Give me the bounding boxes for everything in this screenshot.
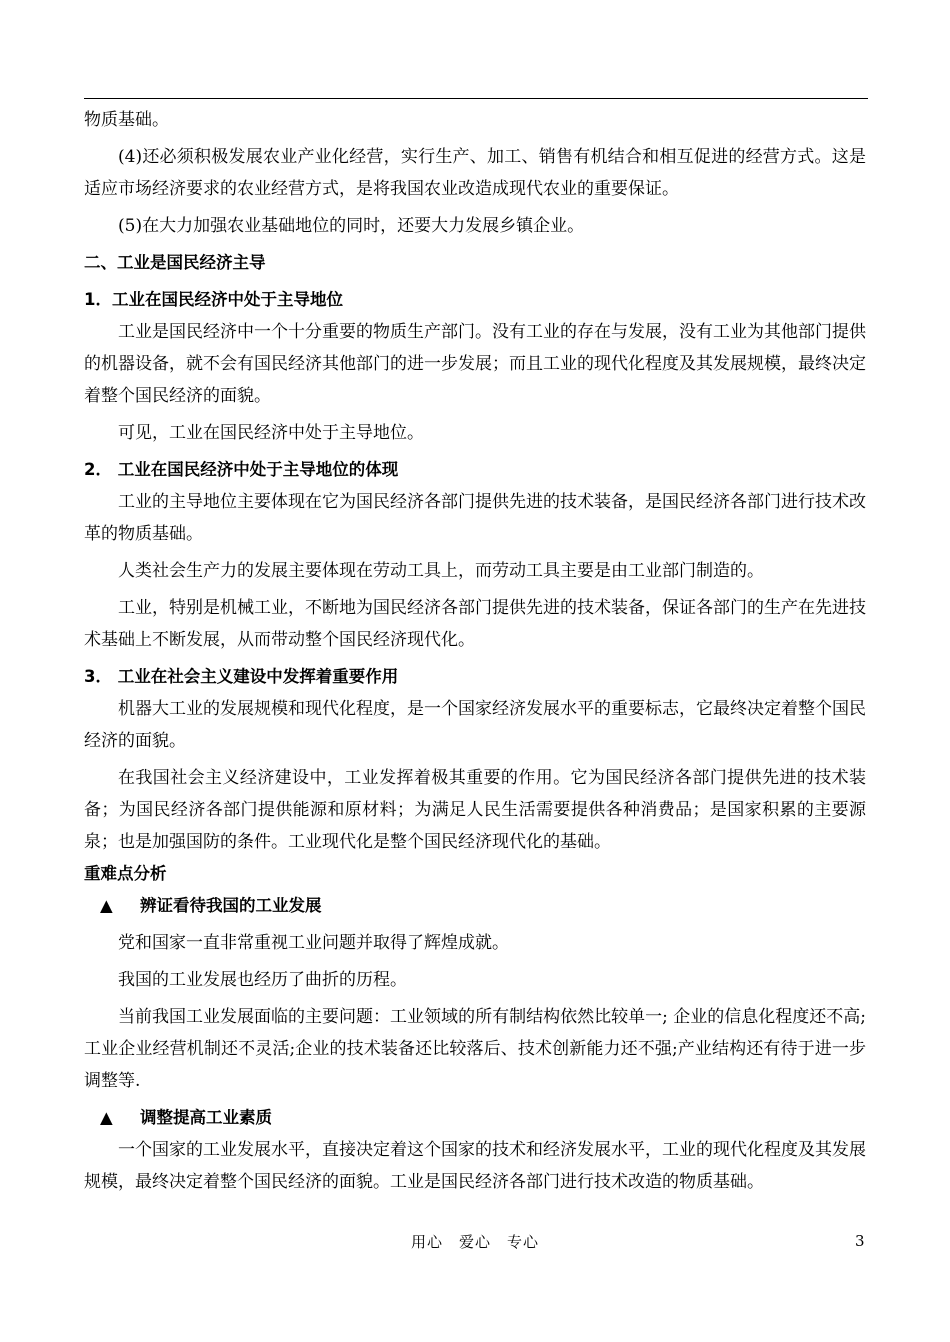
triangle-bullet-icon: ▲ <box>100 896 113 915</box>
paragraph: 工业的主导地位主要体现在它为国民经济各部门提供先进的技术装备，是国民经济各部门进行技术改革的物质基础。 <box>84 492 866 544</box>
header-rule <box>84 98 868 99</box>
paragraph: (5)在大力加强农业基础地位的同时，还要大力发展乡镇企业。 <box>118 216 585 236</box>
paragraph: 党和国家一直非常重视工业问题并取得了辉煌成就。 <box>118 933 509 953</box>
triangle-bullet-icon: ▲ <box>100 1108 113 1127</box>
analysis-heading: 重难点分析 <box>84 864 167 883</box>
paragraph: 机器大工业的发展规模和现代化程度，是一个国家经济发展水平的重要标志，它最终决定着整个国民经济的面貌。 <box>84 699 866 751</box>
section-heading: 二、工业是国民经济主导 <box>84 253 266 272</box>
page-content <box>84 104 866 1198</box>
subsection-heading: 3． 工业在社会主义建设中发挥着重要作用 <box>84 667 399 686</box>
paragraph: 在我国社会主义经济建设中，工业发挥着极其重要的作用。它为国民经济各部门提供先进的技术装备；为国民经济各部门提供能源和原材料；为满足人民生活需要提供各种消费品；是国家积累的主要源泉；也是加强国防的条件。工业现代化是整个国民经济现代化的基础。 <box>84 768 866 852</box>
subsection-heading: 1．工业在国民经济中处于主导地位 <box>84 290 343 309</box>
paragraph: 当前我国工业发展面临的主要问题：工业领域的所有制结构依然比较单一; 企业的信息化程度还不高;工业企业经营机制还不灵活;企业的技术装备还比较落后、技术创新能力还不强;产业结构还有待于进一步调整等. <box>84 1007 866 1091</box>
paragraph: 我国的工业发展也经历了曲折的历程。 <box>118 970 407 990</box>
footer-motto: 用心 爱心 专心 <box>410 1233 539 1251</box>
subsection-heading: 2． 工业在国民经济中处于主导地位的体现 <box>84 460 399 479</box>
topic-heading-label: 调整提高工业素质 <box>140 1108 272 1127</box>
page-number: 3 <box>855 1232 865 1250</box>
topic-heading <box>84 890 866 922</box>
topic-heading-label: 辨证看待我国的工业发展 <box>140 896 322 915</box>
paragraph: 人类社会生产力的发展主要体现在劳动工具上，而劳动工具主要是由工业部门制造的。 <box>118 561 764 581</box>
paragraph: 物质基础。 <box>84 110 169 130</box>
paragraph: (4)还必须积极发展农业产业化经营，实行生产、加工、销售有机结合和相互促进的经营方式。这是适应市场经济要求的农业经营方式，是将我国农业改造成现代农业的重要保证。 <box>84 147 866 199</box>
paragraph: 一个国家的工业发展水平，直接决定着这个国家的技术和经济发展水平，工业的现代化程度及其发展规模，最终决定着整个国民经济的面貌。工业是国民经济各部门进行技术改造的物质基础。 <box>84 1140 866 1192</box>
paragraph: 工业，特别是机械工业，不断地为国民经济各部门提供先进的技术装备，保证各部门的生产在先进技术基础上不断发展，从而带动整个国民经济现代化。 <box>84 598 866 650</box>
topic-heading <box>84 1102 866 1134</box>
paragraph: 可见，工业在国民经济中处于主导地位。 <box>118 423 424 443</box>
paragraph: 工业是国民经济中一个十分重要的物质生产部门。没有工业的存在与发展，没有工业为其他部门提供的机器设备，就不会有国民经济其他部门的进一步发展；而且工业的现代化程度及其发展规模，最终决定着整个国民经济的面貌。 <box>84 322 866 406</box>
